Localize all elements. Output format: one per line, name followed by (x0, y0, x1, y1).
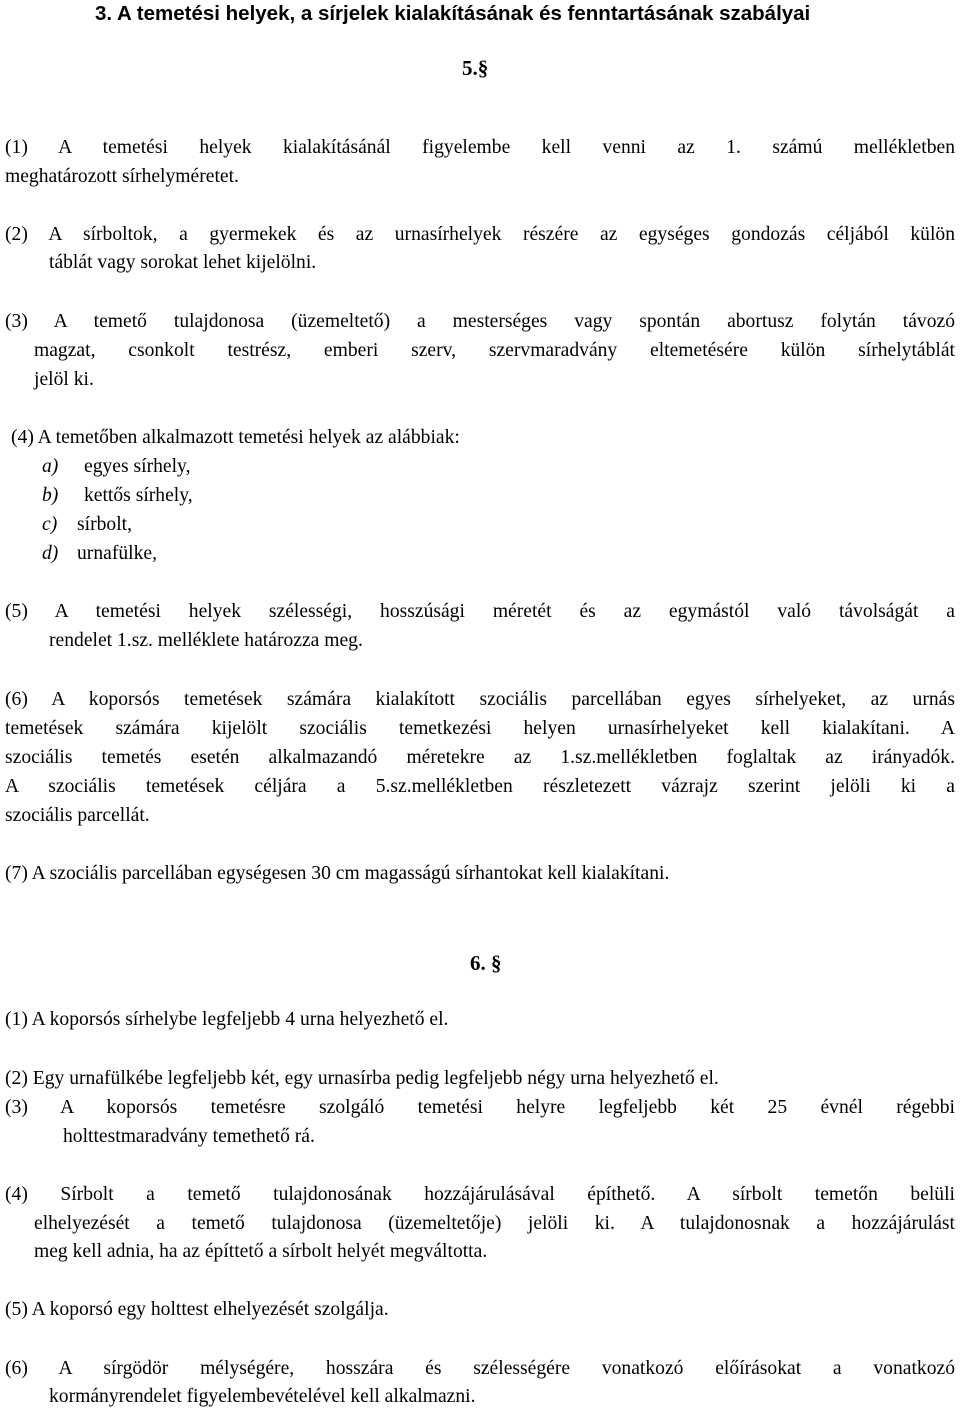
s5-p1-line-1: (1) A temetési helyek kialakításánál figyelembe kell venni az 1. számú mellékletben (5, 137, 955, 158)
list-item-text: sírbolt, (77, 514, 132, 535)
s6-p4-line-1: (4) Sírbolt a temető tulajdonosának hozzájárulásával építhető. A sírbolt temetőn belüli (5, 1184, 955, 1205)
list-item-letter: c) (42, 514, 58, 535)
section-5-heading: 5.§ (462, 56, 489, 80)
list-item-text: urnafülke, (77, 543, 157, 564)
s5-p2-line-1: (2) A sírboltok, a gyermekek és az urnasírhelyek részére az egységes gondozás céljából külön (5, 224, 955, 245)
s5-p6-line-1: (6) A koporsós temetések számára kialakított szociális parcellában egyes sírhelyeket, az urnás (5, 689, 955, 710)
list-item-letter: a) (42, 456, 59, 477)
s6-p5: (5) A koporsó egy holttest elhelyezését szolgálja. (5, 1299, 389, 1320)
s6-p3-line-1: (3) A koporsós temetésre szolgáló temetési helyre legfeljebb két 25 évnél régebbi (5, 1097, 955, 1118)
list-item-letter: b) (42, 485, 59, 506)
list-item-text: kettős sírhely, (84, 485, 193, 506)
s6-p3-line-2: holttestmaradvány temethető rá. (63, 1126, 315, 1147)
section-6-heading: 6. § (470, 951, 502, 975)
s5-p4-intro: (4) A temetőben alkalmazott temetési helyek az alábbiak: (11, 427, 460, 448)
s5-p6-line-4: A szociális temetések céljára a 5.sz.mellékletben részletezett vázrajz szerint jelöli ki a (5, 776, 955, 797)
s6-p2: (2) Egy urnafülkébe legfeljebb két, egy urnasírba pedig legfeljebb négy urna helyezhető el. (5, 1068, 719, 1089)
s5-p3-line-3: jelöl ki. (34, 369, 94, 390)
s5-p6-line-2: temetések számára kijelölt szociális temetkezési helyen urnasírhelyeket kell kialakítani. A (5, 718, 955, 739)
s5-p3-line-2: magzat, csonkolt testrész, emberi szerv, szervmaradvány eltemetésére külön sírhelytáblát (34, 340, 955, 361)
s5-p6-line-3: szociális temetés esetén alkalmazandó méretekre az 1.sz.mellékletben foglaltak az irányadók. (5, 747, 955, 768)
list-item-text: egyes sírhely, (84, 456, 191, 477)
chapter-heading: 3. A temetési helyek, a sírjelek kialakításának és fenntartásának szabályai (95, 2, 811, 25)
s5-p6-line-5: szociális parcellát. (5, 805, 150, 826)
list-item-letter: d) (42, 543, 59, 564)
s5-p2-line-2: táblát vagy sorokat lehet kijelölni. (49, 252, 317, 273)
s6-p6-line-2: kormányrendelet figyelembevételével kell alkalmazni. (49, 1386, 476, 1407)
s5-p5-line-1: (5) A temetési helyek szélességi, hosszúsági méretét és az egymástól való távolságát a (5, 601, 955, 622)
s6-p4-line-2: elhelyezését a temető tulajdonosa (üzemeltetője) jelöli ki. A tulajdonosnak a hozzájárulást (34, 1213, 955, 1234)
s5-p5-line-2: rendelet 1.sz. melléklete határozza meg. (49, 630, 363, 651)
s5-p1-line-2: meghatározott sírhelyméretet. (5, 166, 239, 187)
s5-p3-line-1: (3) A temető tulajdonosa (üzemeltető) a mesterséges vagy spontán abortusz folytán távozó (5, 311, 955, 332)
s6-p6-line-1: (6) A sírgödör mélységére, hosszára és szélességére vonatkozó előírásokat a vonatkozó (5, 1358, 955, 1379)
s5-p7: (7) A szociális parcellában egységesen 30 cm magasságú sírhantokat kell kialakítani. (5, 863, 670, 884)
s6-p1: (1) A koporsós sírhelybe legfeljebb 4 urna helyezhető el. (5, 1009, 449, 1030)
s6-p4-line-3: meg kell adnia, ha az építtető a sírbolt helyét megváltotta. (34, 1241, 488, 1262)
